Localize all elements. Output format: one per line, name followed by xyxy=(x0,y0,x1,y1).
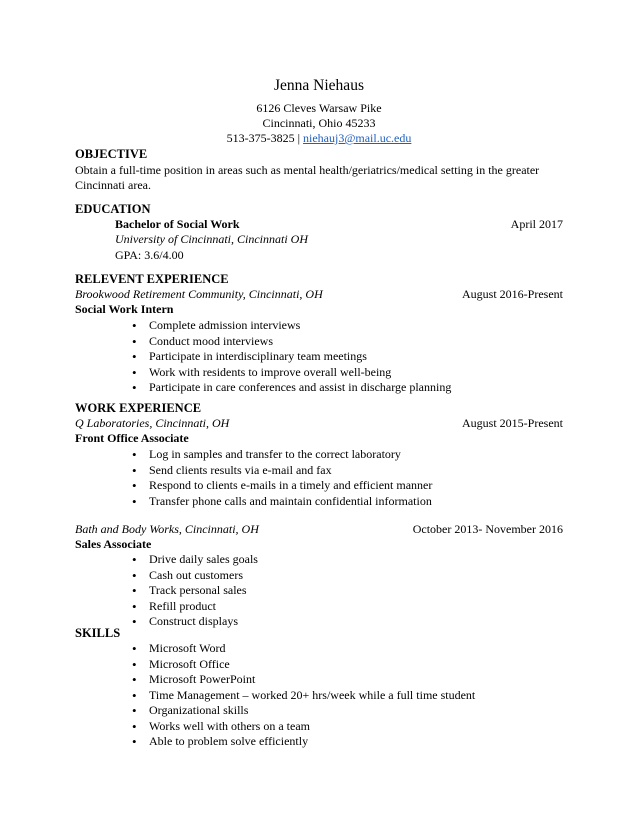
job1-title: Front Office Associate xyxy=(75,431,189,445)
skills-heading: SKILLS xyxy=(75,626,121,640)
list-item: • Work with residents to improve overall well-being xyxy=(130,365,451,381)
degree: Bachelor of Social Work xyxy=(115,217,240,231)
list-item: • Time Management – worked 20+ hrs/week while a full time student xyxy=(130,688,475,704)
list-item: • Organizational skills xyxy=(130,703,475,719)
list-item: • Microsoft PowerPoint xyxy=(130,672,475,688)
school: University of Cincinnati, Cincinnati OH xyxy=(115,232,308,246)
relevant-title: Social Work Intern xyxy=(75,302,174,316)
list-item: • Complete admission interviews xyxy=(130,318,451,334)
objective-text-line-2: Cincinnati area. xyxy=(75,178,151,192)
candidate-name: Jenna Niehaus xyxy=(274,77,364,94)
job2-title: Sales Associate xyxy=(75,537,152,551)
list-item: • Participate in interdisciplinary team meetings xyxy=(130,349,451,365)
list-item: • Transfer phone calls and maintain confidential information xyxy=(130,494,432,510)
job2-duties-list xyxy=(130,552,258,630)
work-experience-heading: WORK EXPERIENCE xyxy=(75,401,202,415)
job2-org: Bath and Body Works, Cincinnati, OH xyxy=(75,522,259,536)
education-heading: EDUCATION xyxy=(75,202,151,216)
list-item: • Send clients results via e-mail and fax xyxy=(130,463,432,479)
email-link[interactable]: niehauj3@mail.uc.edu xyxy=(303,131,412,145)
list-item: • Log in samples and transfer to the correct laboratory xyxy=(130,447,432,463)
job1-org: Q Laboratories, Cincinnati, OH xyxy=(75,416,230,430)
phone-number: 513-375-3825 | xyxy=(226,131,304,145)
skills-list xyxy=(130,641,475,750)
relevant-org: Brookwood Retirement Community, Cincinnati, OH xyxy=(75,287,323,301)
list-item: • Able to problem solve efficiently xyxy=(130,734,475,750)
list-item: • Track personal sales xyxy=(130,583,258,599)
job1-date: August 2015-Present xyxy=(462,416,563,430)
job2-date: October 2013- November 2016 xyxy=(412,522,563,536)
relevant-duties-list xyxy=(130,318,451,396)
degree-date: April 2017 xyxy=(510,217,563,231)
job1-duties-list xyxy=(130,447,432,509)
street-address: 6126 Cleves Warsaw Pike xyxy=(256,101,382,115)
list-item: • Microsoft Office xyxy=(130,657,475,673)
list-item: • Works well with others on a team xyxy=(130,719,475,735)
relevant-date: August 2016-Present xyxy=(462,287,563,301)
list-item: • Cash out customers xyxy=(130,568,258,584)
objective-heading: OBJECTIVE xyxy=(75,147,148,161)
contact-line xyxy=(0,131,638,146)
list-item: • Construct displays xyxy=(130,614,258,630)
list-item: • Refill product xyxy=(130,599,258,615)
list-item: • Participate in care conferences and assist in discharge planning xyxy=(130,380,451,396)
list-item: • Drive daily sales goals xyxy=(130,552,258,568)
city-state-zip: Cincinnati, Ohio 45233 xyxy=(262,116,376,130)
gpa: GPA: 3.6/4.00 xyxy=(115,248,184,262)
relevant-experience-heading: RELEVENT EXPERIENCE xyxy=(75,272,229,286)
objective-text-line-1: Obtain a full-time position in areas such as mental health/geriatrics/medical setting in the greater xyxy=(75,163,540,177)
list-item: • Respond to clients e-mails in a timely and efficient manner xyxy=(130,478,432,494)
list-item: • Microsoft Word xyxy=(130,641,475,657)
list-item: • Conduct mood interviews xyxy=(130,334,451,350)
